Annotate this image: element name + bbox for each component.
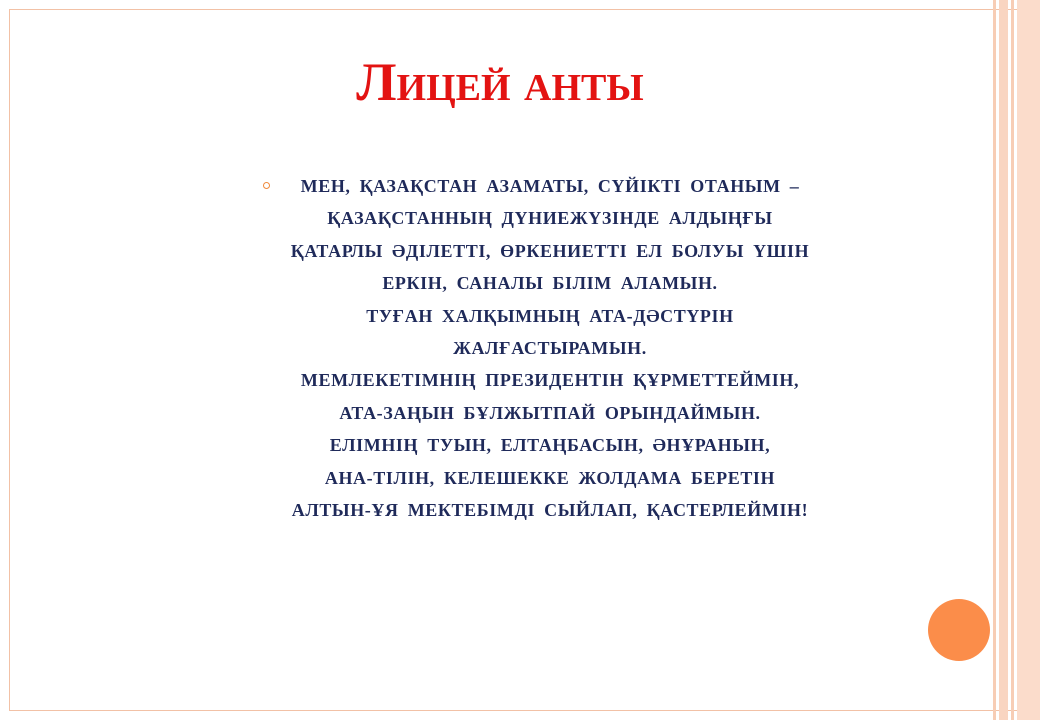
oath-line: ЕРКІН, САНАЛЫ БІЛІМ АЛАМЫН. — [382, 273, 718, 294]
decorative-stripe — [1011, 0, 1014, 720]
oath-line: АНА-ТІЛІН, КЕЛЕШЕККЕ ЖОЛДАМА БЕРЕТІН — [324, 467, 776, 488]
decorative-stripe — [993, 0, 996, 720]
decorative-stripe — [999, 0, 1008, 720]
oath-line: МЕН, ҚАЗАҚСТАН АЗАМАТЫ, СҮЙІКТІ ОТАНЫМ – — [300, 176, 800, 196]
oath-line: МЕМЛЕКЕТІМНІҢ ПРЕЗИДЕНТІН ҚҰРМЕТТЕЙМІН, — [300, 370, 800, 391]
oath-line: ЕЛІМНІҢ ТУЫН, ЕЛТАҢБАСЫН, ӘНҰРАНЫН, — [329, 435, 771, 456]
oath-line: АЛТЫН-ҰЯ МЕКТЕБІМДІ СЫЙЛАП, ҚАСТЕРЛЕЙМІН! — [291, 499, 809, 520]
oath-line: ЖАЛҒАСТЫРАМЫН. — [453, 337, 647, 358]
decorative-stripe — [1017, 0, 1040, 720]
bullet-icon — [263, 182, 270, 189]
oath-line: ТУҒАН ХАЛҚЫМНЫҢ АТА-ДӘСТҮРІН — [366, 305, 734, 326]
oath-text — [250, 170, 850, 526]
slide-body — [250, 170, 850, 526]
slide-title: Лицей анты — [356, 52, 644, 112]
oath-line: ҚАТАРЛЫ ӘДІЛЕТТІ, ӨРКЕНИЕТТІ ЕЛ БОЛУЫ ҮШІН — [290, 240, 810, 261]
decorative-circle — [928, 599, 990, 661]
oath-line: ҚАЗАҚСТАННЫҢ ДҮНИЕЖҮЗІНДЕ АЛДЫҢҒЫ — [327, 208, 773, 229]
oath-line: АТА-ЗАҢЫН БҰЛЖЫТПАЙ ОРЫНДАЙМЫН. — [339, 402, 761, 423]
